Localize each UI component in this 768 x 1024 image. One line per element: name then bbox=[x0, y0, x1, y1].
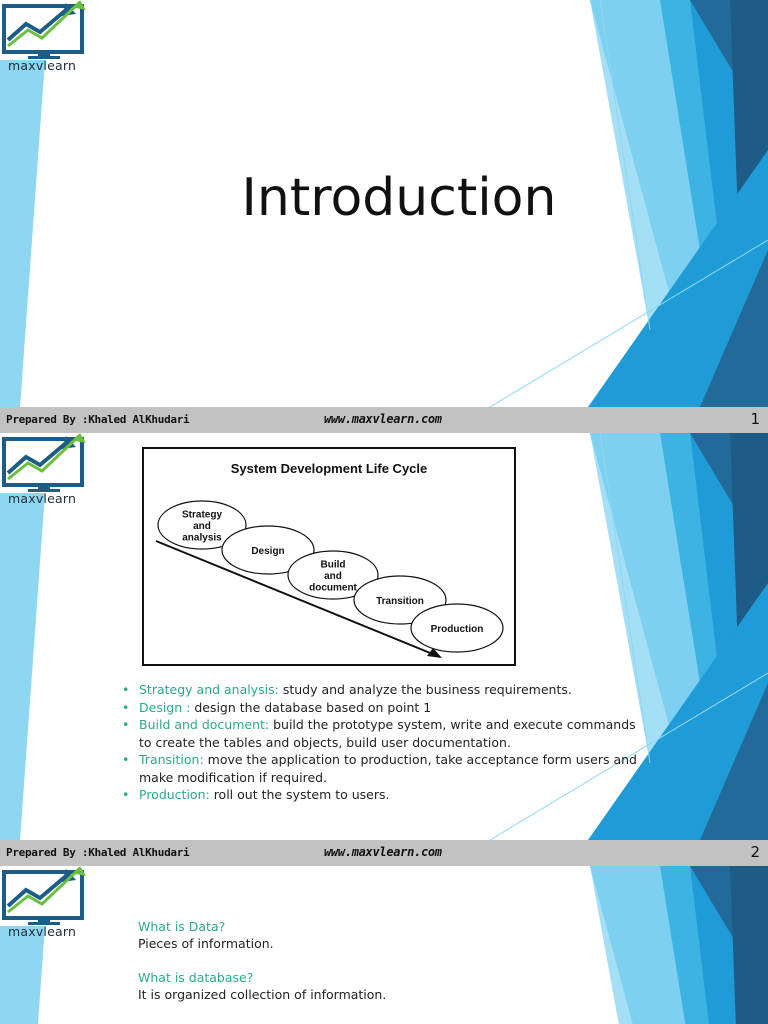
bullet-item bbox=[122, 716, 642, 751]
bullet-item bbox=[122, 786, 642, 804]
page-number: 2 bbox=[750, 843, 760, 861]
bullet-term: Transition: bbox=[139, 752, 204, 767]
sdlc-stage-label: Strategy bbox=[181, 509, 223, 521]
bullet-item bbox=[122, 699, 642, 717]
sdlc-stages bbox=[158, 501, 503, 652]
bullet-description: design the database based on point 1 bbox=[190, 699, 432, 715]
bullet-item bbox=[122, 681, 642, 699]
slide-title: Introduction bbox=[241, 168, 557, 228]
sdlc-stage-label: Build bbox=[320, 559, 346, 571]
definition-question: What is Data? bbox=[138, 919, 226, 934]
sdlc-stage-label: Design bbox=[251, 546, 285, 557]
logo-text: maxvlearn bbox=[8, 924, 77, 939]
footer-website-link[interactable]: www.maxvlearn.com bbox=[324, 845, 442, 859]
bullet-term: Build and document: bbox=[139, 717, 270, 732]
definition-answer: Pieces of information. bbox=[138, 936, 274, 951]
slide-1 bbox=[0, 0, 768, 407]
definitions-list bbox=[138, 918, 638, 1020]
bullet-description: build the prototype system, write and execute commands to create the tables and objects, build user documentation. bbox=[139, 717, 636, 750]
maxvlearn-logo bbox=[0, 433, 88, 509]
bullet-term: Production: bbox=[139, 787, 210, 802]
bullet-description: roll out the system to users. bbox=[209, 787, 390, 802]
slide-3 bbox=[0, 866, 768, 1024]
sdlc-stage-label: Production bbox=[430, 624, 484, 635]
sdlc-stage-label: and bbox=[324, 571, 342, 582]
footer-author: Prepared By :Khaled AlKhudari bbox=[6, 413, 190, 426]
sdlc-diagram bbox=[142, 447, 516, 666]
page-number: 1 bbox=[750, 410, 760, 428]
footer-website-link[interactable]: www.maxvlearn.com bbox=[324, 412, 442, 426]
sdlc-stage-label: document bbox=[309, 582, 357, 594]
sdlc-stage-label: analysis bbox=[182, 532, 222, 544]
bullet-item bbox=[122, 751, 642, 786]
bullet-description: move the application to production, take acceptance form users and make modification if required. bbox=[139, 752, 637, 785]
sdlc-stage-label: and bbox=[193, 521, 211, 532]
slide-footer bbox=[0, 840, 768, 866]
sdlc-bullet-list bbox=[122, 681, 642, 804]
definition-answer: It is organized collection of information. bbox=[138, 987, 387, 1002]
definition-question: What is database? bbox=[138, 970, 254, 985]
slide-2 bbox=[0, 433, 768, 840]
logo-text: maxvlearn bbox=[8, 491, 77, 506]
sdlc-stage-label: Transition bbox=[376, 596, 424, 607]
bullet-term: Strategy and analysis: bbox=[139, 682, 279, 697]
sdlc-diagram-canvas bbox=[144, 449, 514, 664]
logo-text: maxvlearn bbox=[8, 58, 77, 73]
maxvlearn-logo bbox=[0, 866, 88, 942]
slide-footer bbox=[0, 407, 768, 433]
bullet-term: Design : bbox=[139, 699, 191, 715]
sdlc-diagram-title: System Development Life Cycle bbox=[230, 461, 428, 476]
bullet-description: study and analyze the business requirements. bbox=[278, 682, 572, 697]
maxvlearn-logo bbox=[0, 0, 88, 76]
footer-author: Prepared By :Khaled AlKhudari bbox=[6, 846, 190, 859]
